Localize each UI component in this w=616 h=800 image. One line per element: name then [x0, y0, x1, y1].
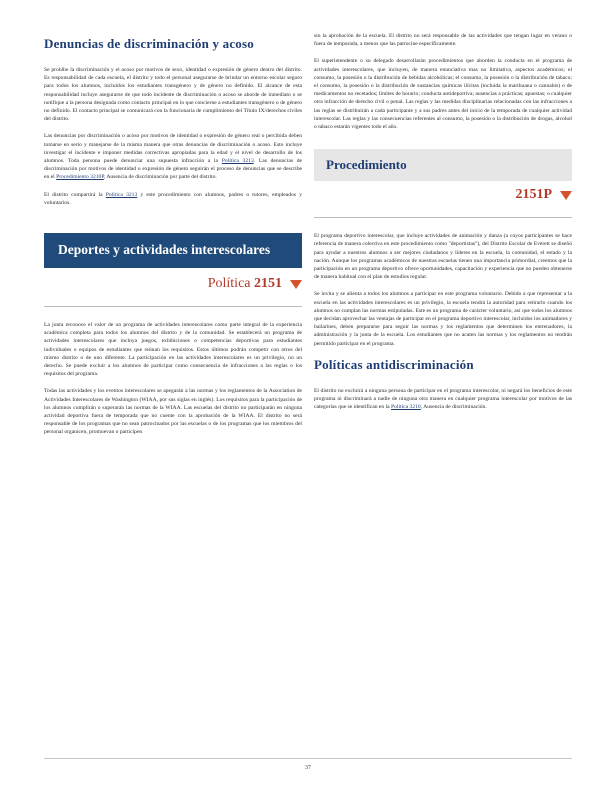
paragraph: Todas las actividades y los eventos interescolares se apegarán a las normas y los reglamentos de la Association de Actividades Interescolares de Washington (WIAA, por sus siglas en inglés). Los requisitos para la participación de los alumnos cumplirán o superarán las normas de la WIAA. Las escuelas del distrito no participarán en ninguna actividad deportiva fuera de temporada que no cuente con la aprobación de la WIAA. El distrito no será responsable de los programas que no sean patrocinados por las escuelas o de los programas que los miembros del personal organicen, promuevan o participen — [44, 388, 302, 436]
text: El distrito no excluirá a ninguna persona de participar en el programa interescolar, ni negará los beneficios de este programa ni discriminará a nadie de ninguna otra manera en cualquier programa interescolar por motivos de las categorías que se identifican en la — [314, 387, 572, 411]
policy-word: Política — [207, 276, 251, 292]
text: . Las denuncias de discriminación por motivos de identidad o expresión de género seguirán el proceso de denuncias que se describe en el — [44, 158, 302, 181]
page-number: 37 — [305, 765, 311, 771]
heading-denuncias: Denuncias de discriminación y acoso — [44, 36, 254, 51]
divider — [314, 217, 572, 218]
text: , Ausencia de discriminación por parte del distrito. — [103, 174, 217, 181]
policy-link-3213[interactable]: Política 3213 — [105, 191, 138, 198]
paragraph: El programa deportivo interescolar, que incluye actividades de animación y danza (a cuyos participantes se hace referencia de manera colectiva en este procedimiento como "deportistas"), del Distrito Escolar de Everett se diseñó para ayudar a nuestros alumnos a ser mejores ciudadanos y líderes en la escuela, la comunidad, el estado y la nación. Aunque los programas académicos de nuestras escuelas tienen una importancia primordial, creemos que la participación en un programa deportivo ofrece oportunidades, capacitación y experiencia que no pueden obtenerse de manera habitual con el plan de estudios regular. — [314, 233, 572, 281]
policy-label — [208, 276, 282, 292]
right-column — [314, 32, 572, 420]
procedure-link-3210p[interactable]: Procedimiento 3210P — [56, 174, 104, 181]
paragraph: El superintendente o su delegado desarrollarán procedimientos que aborden la conducta en el programa de actividades interescolares, que incluyen, de manera enunciativa mas no limitativa, aspectos académicos; el consumo, la posesión o la distribución de bebidas alcohólicas; el consumo, la posesión o la distribución de tabaco; el consumo, la posesión o la distribución de sustancias químicas ilícitas (incluida la marihuana o cannabis) o de medicamentos no recetados; límites de horario; conducta antideportiva; ausencias a prácticas; apuestas; o cualquier otra infracción de derecho civil o penal. Las reglas y las medidas disciplinarias relacionadas con las infracciones a las reglas se distribuirán a cada participante y a sus padres antes del inicio de la temporada de cualquier actividad interescolar. Las reglas y las consecuencias referentes al consumo, la posesión o la distribución de drogas, alcohol o tabaco estarán vigentes todo el año. — [314, 58, 572, 131]
paragraph — [44, 191, 302, 207]
triangle-down-icon — [560, 191, 572, 200]
text: , Ausencia de discriminación. — [420, 404, 487, 411]
paragraph: sin la aprobación de la escuela. El distrito no será responsable de las actividades que tengan lugar en verano o fuera de temporada, a menos que las patrocine específicamente. — [314, 33, 572, 48]
divider — [44, 306, 302, 307]
text: El distrito compartirá la — [44, 191, 103, 198]
text: y este procedimiento con alumnos, padres o tutores, empleados y voluntarios. — [44, 191, 303, 206]
procedure-number-row — [314, 187, 572, 203]
triangle-down-icon — [290, 280, 302, 289]
footer-divider — [44, 758, 572, 759]
policy-number: 2151 — [254, 276, 282, 292]
text: Las denuncias por discriminación o acoso por motivos de identidad o expresión de género real o percibida deben tomarse en serio y manejarse de la misma manera que otras denuncias de discriminación o acoso. Esto incluye investigar el incidente e imponer medidas correctivas apropiadas para la edad y el nivel de desarrollo de los alumnos. Toda persona puede denunciar una supuesta infracción a la — [44, 133, 302, 165]
policy-number-row — [44, 276, 302, 292]
heading-politicas-antidiscriminacion: Políticas antidiscriminación — [314, 356, 474, 372]
policy-link-3213[interactable]: Política 3213 — [221, 158, 254, 165]
paragraph — [314, 387, 572, 412]
paragraph: Se invita y se alienta a todos los alumnos a participar en este programa voluntario. Debido a que representar a la escuela en las actividades interescolares es un privilegio, la escuela tendrá la autoridad para retirarlo cuando los alumnos no cumplan las normas estipuladas. Este es un programa de carácter voluntario, así que todos los alumnos que decidan aprovechar las ventajas de participar en el programa deportivo interescolar, incluidos los animadores y bailarines, deben prepararse para seguir las normas y los reglamentos que determinen los entrenadores, la administración y la junta de la escuela. Los estudiantes que no acaten las normas y los reglamentos no tendrán permitido participar en el programa. — [314, 291, 572, 347]
section-banner-procedimiento: Procedimiento — [314, 149, 572, 181]
paragraph: La junta reconoce el valor de un programa de actividades interescolares como parte integral de la experiencia académica completa para todos los alumnos del distrito y de la comunidad. Se establecerá un programa de actividades interescolares que incluya juegos, exhibiciones o competencias deportivas para estudiantes individuales o equipos de estudiantes que reúnan los requisitos. Estos últimos podrán competir con otros del mismo distrito o de uno diferente. La participación en las actividades interescolares es un privilegio, no un derecho. Se puede excluir a los alumnos de participar como consecuencia de infracciones a las reglas o los requisitos del programa. — [44, 322, 302, 378]
paragraph: Se prohíbe la discriminación y el acoso por motivos de sexo, identidad o expresión de género dentro del distrito. Es responsabilidad de cada escuela, el distrito y todo el personal asegurarse de brindar un entorno escolar seguro para todos los alumnos, incluidos los estudiantes transgénero y de género no definido. El alcance de esta responsabilidad incluye asegurarse de que todo incidente de discriminación o acoso se aborde de inmediato o se notifique a la persona designada como contacto principal en lo que concierne a estudiantes transgénero o de género no definido. El contacto principal se comunicará con la funcionaria de cumplimiento del Título IX/derechos civiles del distrito. — [44, 67, 302, 123]
paragraph — [44, 132, 302, 181]
procedure-code: 2151P — [515, 187, 552, 203]
section-banner-deportes: Deportes y actividades interescolares — [44, 233, 302, 268]
left-column — [44, 32, 302, 446]
policy-link-3210[interactable]: Política 3210 — [391, 404, 421, 411]
